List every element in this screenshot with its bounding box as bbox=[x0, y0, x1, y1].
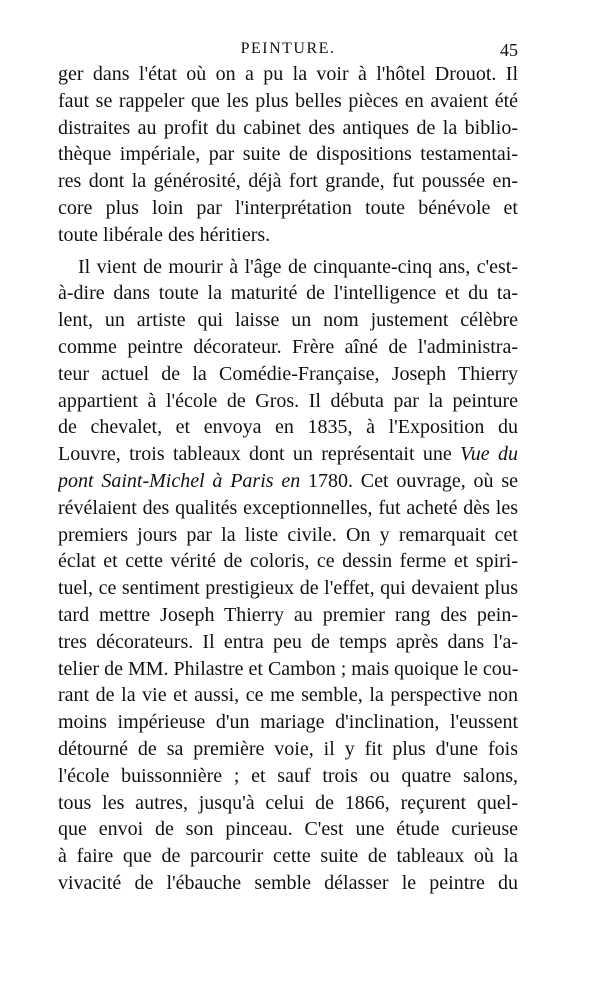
paragraph-2 bbox=[58, 254, 518, 897]
text-line: tard mettre Joseph Thierry au premier rang des pein- bbox=[58, 603, 518, 626]
text-line: tuel, ce sentiment prestigieux de l'effet, qui devaient plus bbox=[58, 577, 518, 600]
italic-title: pont Saint-Michel à Paris en bbox=[58, 469, 301, 492]
text-line: faut se rappeler que les plus belles pièces en avaient été bbox=[58, 89, 518, 112]
text-line: l'école buissonnière ; et sauf trois ou quatre salons, bbox=[58, 764, 518, 787]
text-line: distraites au profit du cabinet des antiques de la biblio- bbox=[58, 116, 518, 139]
text-line: vivacité de l'ébauche semble délasser le peintre du bbox=[58, 871, 518, 894]
text-line: tous les autres, jusqu'à celui de 1866, reçurent quel- bbox=[58, 791, 518, 814]
text-line: moins impérieuse d'un mariage d'inclination, l'eussent bbox=[58, 711, 518, 734]
text-line: ger dans l'état où on a pu la voir à l'hôtel Drouot. Il bbox=[58, 63, 518, 85]
italic-title: Vue du bbox=[460, 443, 518, 466]
text-line: thèque impériale, par suite de dispositions testamentai- bbox=[58, 143, 518, 166]
line-text: Louvre, trois tableaux dont un représentait une bbox=[58, 443, 461, 466]
text-line: à faire que de parcourir cette suite de tableaux où la bbox=[58, 845, 518, 868]
page-number: 45 bbox=[500, 40, 518, 60]
body-text bbox=[58, 61, 518, 897]
text-line: tres décorateurs. Il entra peu de temps après dans l'a- bbox=[58, 630, 518, 653]
text-line-with-italic bbox=[58, 441, 518, 468]
text-line: que envoi de son pinceau. C'est une étude curieuse bbox=[58, 818, 518, 841]
text-line: comme peintre décorateur. Frère aîné de l'administra- bbox=[58, 335, 518, 358]
paragraph-1 bbox=[58, 61, 518, 249]
line-text: 1780. Cet ouvrage, où se bbox=[300, 469, 518, 492]
text-line: lent, un artiste qui laisse un nom justement célèbre bbox=[58, 309, 518, 332]
text-line-with-italic bbox=[58, 468, 518, 495]
text-line: éclat et cette vérité de coloris, ce dessin ferme et spiri- bbox=[58, 550, 518, 573]
text-line: rant de la vie et aussi, ce me semble, la perspective non bbox=[58, 684, 518, 707]
text-line: à-dire dans toute la maturité de l'intelligence et du ta- bbox=[58, 282, 518, 305]
text-line: res dont la générosité, déjà fort grande, fut poussée en- bbox=[58, 170, 518, 193]
text-line: toute libérale des héritiers. bbox=[58, 223, 271, 246]
text-line: détourné de sa première voie, il y fit plus d'une fois bbox=[58, 737, 518, 760]
text-line: core plus loin par l'interprétation toute bénévole et bbox=[58, 196, 518, 219]
text-line: Il vient de mourir à l'âge de cinquante-cinq ans, c'est- bbox=[78, 255, 518, 278]
text-line: premiers jours par la liste civile. On y remarquait cet bbox=[58, 523, 518, 546]
text-line: telier de MM. Philastre et Cambon ; mais quoique le cou- bbox=[58, 657, 518, 680]
text-line: appartient à l'école de Gros. Il débuta par la peinture bbox=[58, 389, 518, 412]
text-line: de chevalet, et envoya en 1835, à l'Exposition du bbox=[58, 416, 518, 439]
text-line: révélaient des qualités exceptionnelles, fut acheté dès les bbox=[58, 496, 518, 519]
text-line: teur actuel de la Comédie-Française, Joseph Thierry bbox=[58, 362, 518, 385]
running-title: PEINTURE. bbox=[240, 40, 336, 57]
